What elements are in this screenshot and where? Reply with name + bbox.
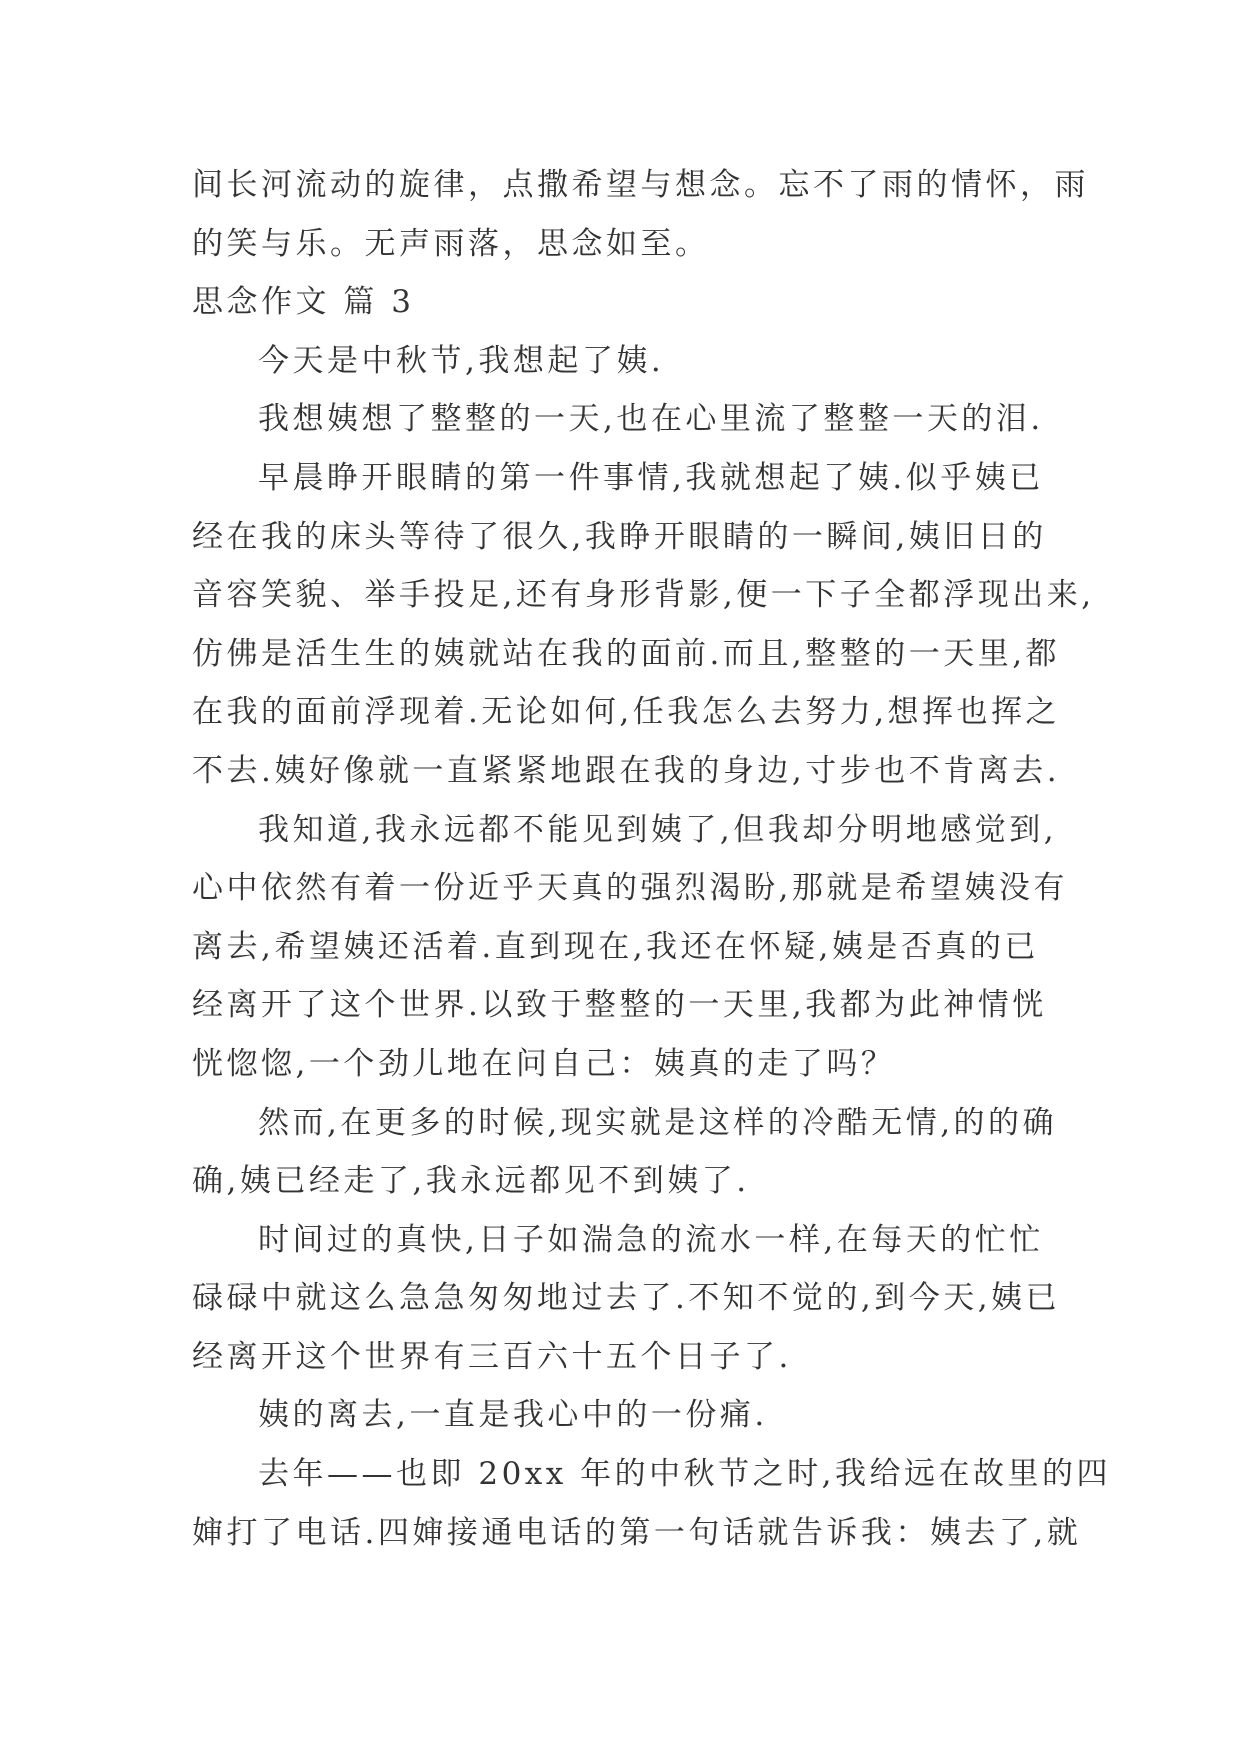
paragraph: [192, 1094, 1058, 1211]
paragraph: [192, 1211, 1061, 1387]
document-body: [192, 156, 1111, 1562]
paragraph: [192, 801, 1068, 1094]
text-line: 确,姨已经走了,我永远都见不到姨了.: [192, 1163, 750, 1200]
section-title: 思念作文 篇 3: [192, 284, 415, 321]
text-line: 我知道,我永远都不能见到姨了,但我却分明地感觉到,: [258, 811, 1058, 848]
text-line: 间长河流动的旋律，点撒希望与想念。忘不了雨的情怀，雨: [192, 167, 1089, 203]
paragraph: [192, 1445, 1111, 1562]
text-line: 经离开这个世界有三百六十五个日子了.: [192, 1338, 792, 1375]
text-line: 婶打了电话.四婶接通电话的第一句话就告诉我：姨去了,就: [192, 1514, 1082, 1551]
text-line: 我想姨想了整整的一天,也在心里流了整整一天的泪.: [258, 401, 1044, 438]
paragraph: [192, 449, 1095, 801]
text-line: 然而,在更多的时候,现实就是这样的冷酷无情,的的确: [258, 1104, 1058, 1141]
text-line: 不去.姨好像就一直紧紧地跟在我的身边,寸步也不肯离去.: [192, 752, 1061, 789]
text-line: 去年——也即 20xx 年的中秋节之时,我给远在故里的四: [258, 1456, 1111, 1493]
text-line: 恍惚惚,一个劲儿地在问自己：姨真的走了吗？: [192, 1045, 896, 1082]
text-line: 仿佛是活生生的姨就站在我的面前.而且,整整的一天里,都: [192, 635, 1061, 672]
text-line: 在我的面前浮现着.无论如何,任我怎么去努力,想挥也挥之: [192, 694, 1061, 731]
text-line: 离去,希望姨还活着.直到现在,我还在怀疑,姨是否真的已: [192, 928, 1039, 965]
text-line: 的笑与乐。无声雨落，思念如至。: [192, 225, 710, 262]
text-line: 早晨睁开眼睛的第一件事情,我就想起了姨.似乎姨已: [258, 459, 1044, 496]
text-line: 音容笑貌、举手投足,还有身形背影,便一下子全都浮现出来,: [192, 577, 1095, 614]
text-line: 姨的离去,一直是我心中的一份痛.: [258, 1397, 768, 1434]
text-line: 心中依然有着一份近乎天真的强烈渴盼,那就是希望姨没有: [192, 870, 1068, 907]
text-line: 碌碌中就这么急急匆匆地过去了.不知不觉的,到今天,姨已: [192, 1280, 1061, 1317]
text-line: 时间过的真快,日子如湍急的流水一样,在每天的忙忙: [258, 1221, 1044, 1258]
paragraph-continued: [192, 156, 1089, 273]
paragraph: [192, 1386, 1058, 1445]
text-line: 经在我的床头等待了很久,我睁开眼睛的一瞬间,姨旧日的: [192, 518, 1047, 555]
text-line: 今天是中秋节,我想起了姨.: [258, 342, 665, 379]
text-line: 经离开了这个世界.以致于整整的一天里,我都为此神情恍: [192, 987, 1047, 1024]
paragraph: [192, 390, 1058, 449]
paragraph: [192, 332, 1058, 391]
